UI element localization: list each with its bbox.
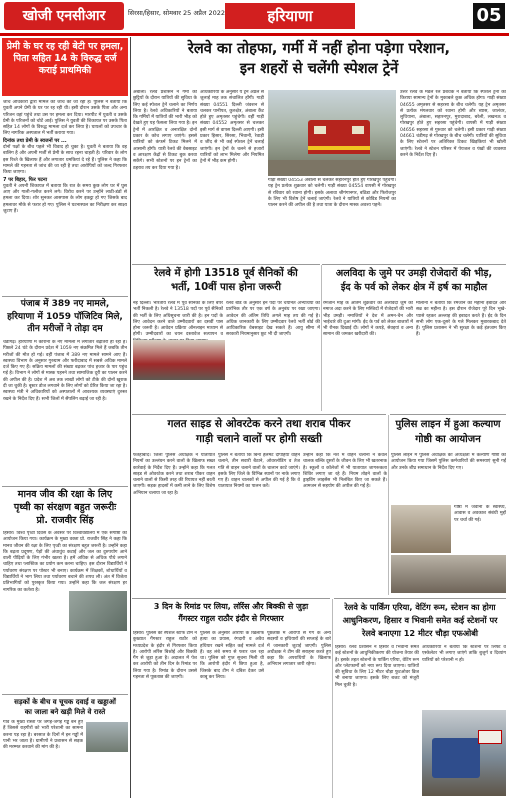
traffic-body-1: फतेहाबाद। जिला पुलिस अधीक्षक ने यातायात नियमों का उल्लंघन करने वालों के खिलाफ सख्त कार्रवाई के निर्देश दिए हैं। उन्होंने कहा कि गलत साइड से ओवरटेक करने तथा शराब पीकर वाहन चलाने वालों से किसी तरह की रियायत नहीं बरती जाएगी। सड़क हादसों में कमी लाने के लिए विशेष अभियान चलाया जा रहा है। [133, 453, 215, 496]
bottom-left-headline-line-2: का जाला बने खड़ी मिले वे रास्ते [24, 708, 106, 716]
gangster-headline-line-2: गैंगस्टर राहुल राठौर इंदौर से गिरफ्तार [178, 614, 284, 623]
left-top-body: जांच अधिकारी द्वारा मामले की जांच की जा रही है। पुलिस ने बताया कि युवती अपने प्रेमी के घर पर रह रही थी। इसी दौरान उसके पिता और अन्य परिजन वहां पहुंचे तथा उस पर हमला कर दिया। मारपीट में युवती व उसके प्रेमी के परिजनों को चोटें आईं। पुलिस ने युवती की शिकायत पर उसके पिता सहित 14 लोगों के विरुद्ध मामला दर्ज कर लिया है। घायलों को उपचार के लिए नागरिक अस्पताल में भर्ती कराया गया। दिनांक तथा प्रेमी के स्वजनों पर ... दोनों पक्षों के बीच पहले भी विवाद हो चुका है। युवती ने बताया कि वह बालिग है और अपनी मर्जी से प्रेमी के साथ रहना चाहती है। परिवार के लोग इस रिश्ते के खिलाफ हैं और लगातार धमकियां दे रहे हैं। पुलिस ने कहा कि मामले की गहनता से जांच की जा रही है तथा आरोपियों को जल्द गिरफ्तार किया जाएगा। 7 पर बिहार, फिर पटना युवती ने अपनी शिकायत में बताया कि रात के समय कुछ लोग घर में घुस आए और गाली-गलौज करने लगे। विरोध करने पर उन्होंने लाठी-डंडों से हमला कर दिया। शोर सुनकर आसपास के लोग इकट्ठा हो गए जिसके बाद हमलावर मौके से फरार हो गए। पुलिस ने घटनास्थल का निरीक्षण कर साक्ष्य जुटाए हैं। [3, 100, 127, 215]
traffic-headline-line-1: गलत साइड से ओवरटेक करने तथा शराब पीकर [167, 418, 351, 430]
left-top-headline: प्रेमी के घर रह रही बेटी पर हमला, पिता सहित 14 के विरुद्ध दर्ज कराई प्राथमिकी [6, 41, 124, 76]
gangster-headline-box [132, 598, 330, 629]
police-line-headline-box [390, 414, 506, 451]
station-headline-box [334, 598, 506, 643]
covid-headline-line-2: हरियाणा में 1059 पॉजिटिव मिले, [7, 311, 123, 322]
road-photo [86, 722, 128, 752]
main-headline-box [132, 37, 506, 87]
earth-headline-box [2, 486, 128, 529]
bottom-left-body: गांव के मुख्य रास्तों पर जगह-जगह गड्ढे बने हुए हैं जिससे राहगीरों को भारी परेशानी का सामना करना पड़ रहा है। बरसात के दिनों में इन गड्ढों में पानी भर जाता है। ग्रामीणों ने प्रशासन से सड़क की मरम्मत करवाने की मांग की है। [3, 720, 83, 751]
rail-recruit-headline-box [132, 264, 320, 299]
station-body-1: हिसार। रेलवे प्रशासन ने हिसार व भिवानी समेत कई स्टेशनों के आधुनिकीकरण की योजना तैयार की है। इसके तहत स्टेशनों के पार्किंग एरिया, वेटिंग रूम और प्लेटफार्मों को नया रूप दिया जाएगा। यात्रियों की सुविधा के लिए 12 मीटर चौड़ा फुटओवर ब्रिज भी बनाया जाएगा। इसके लिए बजट को मंजूरी मिल चुकी है। [335, 645, 419, 688]
page-number: 05 [473, 3, 505, 29]
main-body-col-1: अंबाला। रेलवे प्रशासन ने गर्मी की छुट्टियों के दौरान यात्रियों की सुविधा के लिए कई स्पेशल ट्रेनें चलाने का निर्णय लिया है। रेलवे अधिकारियों ने बताया कि गर्मियों में यात्रियों की भारी भीड़ को देखते हुए यह फैसला लिया गया है। इन ट्रेनों में आरक्षित व अनारक्षित दोनों प्रकार के कोच लगाए जाएंगे। इससे यात्रियों को कंफर्म टिकट मिलने में आसानी होगी। यात्री रेलवे की वेबसाइट व आरक्षण केंद्रों से टिकट बुक करवा सकेंगे। सभी स्टेशनों पर इन ट्रेनों का ठहराव तय कर दिया गया है। [133, 90, 197, 171]
station-headline-line-1: रेलवे के पार्किंग एरिया, वेटिंग रूम, स्टेशन का होगा [344, 602, 496, 612]
traffic-body-3: उन्होंने कहा कि नशे में वाहन चलाना न केवल चालक बल्कि दूसरों के जीवन के लिए भी खतरनाक है। स्कूलों व कॉलेजों में भी यातायात जागरूकता शिविर लगाए जा रहे हैं। नियम तोड़ने वालों के ड्राइविंग लाइसेंस भी निलंबित किए जा सकते हैं। आमजन से सहयोग की अपील की गई है। [303, 453, 387, 490]
left-top-subhead: दिनांक तथा प्रेमी के स्वजनों पर ... [3, 137, 67, 144]
edition-meta: सिरसा/हिसार, सोमवार 25 अप्रैल 2022 [128, 9, 226, 17]
rail-recruit-body-2: रेलवे बोर्ड के अनुसार इन पदों पर चयनित अभ्यर्थियों को प्रारंभिक तौर पर एक वर्ष के अनुबंध पर रखा जाएगा। आवेदन की अंतिम तिथि अगले माह तय की गई है। अधिक जानकारी के लिए उम्मीदवार रेलवे भर्ती बोर्ड की आधिकारिक वेबसाइट देख सकते हैं। आयु सीमा में सरकारी नियमानुसार छूट भी दी जाएगी। [226, 301, 320, 338]
station-photo [422, 710, 506, 796]
column-rule-2 [321, 265, 322, 411]
main-body-col-2: अधिकारियों के अनुसार ये ट्रेनें अप्रैल से जुलाई माह तक संचालित होंगी। गाड़ी संख्या 04551 दिल्ली जंक्शन से चलकर पानीपत, कुरुक्षेत्र, अंबाला कैंट होते हुए अमृतसर पहुंचेगी। वहीं गाड़ी संख्या 04552 अमृतसर से चलकर इसी मार्ग से वापस दिल्ली आएगी। इसी प्रकार हिसार, सिरसा, भिवानी, रेवाड़ी व जींद से भी कई स्पेशल ट्रेनें चलाई जाएंगी। इन ट्रेनों के चलने से हजारों यात्रियों को लाभ मिलेगा और नियमित ट्रेनों में भीड़ कम होगी। [200, 90, 264, 165]
police-line-body-2: गोष्ठी में जवानों के स्वास्थ्य, आवास व अवकाश संबंधी मुद्दों पर चर्चा की गई। [454, 505, 506, 523]
eid-body-1: रमजान माह के अंतिम शुक्रवार को अलविदा जुमे की नमाज अदा करने के लिए मस्जिदों में रोजेदारों की भारी भीड़ उमड़ी। नमाजियों ने देश में अमन-चैन और भाईचारे की दुआ मांगी। ईद के पर्व को लेकर बाजारों में भी रौनक दिखाई दी। लोगों ने कपड़े, सेवइयां व अन्य सामान की जमकर खरीदारी की। [323, 301, 413, 338]
rail-recruit-headline-line-1: रेलवे में होगी 13518 पूर्व सैनिकों की [154, 268, 298, 279]
section-title: हरियाणा [225, 3, 355, 29]
brand-logo [4, 2, 124, 30]
brand-name: खोजी एनसीआर [22, 8, 106, 24]
eid-headline-box [322, 264, 506, 299]
bottom-left-headline-box [2, 694, 128, 719]
police-line-body-1: पुलिस लाइन में पुलिस अधीक्षक की अध्यक्षता में कल्याण गोष्ठी का आयोजन किया गया जिसमें पुलिस कर्मचारियों की समस्याएं सुनी गईं और उनके शीघ्र समाधान के निर्देश दिए गए। [391, 453, 506, 471]
speaker-photo [69, 591, 127, 631]
column-rule-1 [130, 37, 131, 798]
traffic-headline-line-2: गाड़ी चलाने वालों पर होगी सख्ती [196, 433, 322, 445]
covid-headline-line-3: तीन मरीजों ने तोड़ा दम [27, 324, 103, 334]
column-rule-3 [388, 415, 389, 595]
covid-headline-line-1: पंजाब में 389 नए मामले, [20, 299, 110, 309]
main-headline-line-1: रेलवे का तोहफा, गर्मी में नहीं होना पड़ेगा परेशान, [187, 40, 451, 57]
left-top-subhead-2: 7 पर बिहार, फिर पटना [3, 176, 47, 183]
eid-body-2: मौलाना ने बताया कि रमजान का महीना इबादत और सब्र का महीना है। इस दौरान रोजेदार पूरे दिन भूखे-प्यासे रहकर अल्लाह की इबादत करते हैं। ईद के दिन सभी लोग एक-दूसरे के गले मिलकर मुबारकबाद देते हैं। पुलिस प्रशासन ने भी सुरक्षा के कड़े इंतजाम किए हैं। [416, 301, 506, 338]
earth-headline-line-1: मानव जीव की रक्षा के लिए [17, 489, 113, 500]
station-headline-line-3: रेलवे बनाएगा 12 मीटर चौड़ा एफओबी [361, 628, 479, 638]
gangster-body-2: पुलिस के अनुसार आरोपी के खिलाफ हत्या का प्रयास, रंगदारी व अवैध हथियार रखने सहित कई मामले दर्ज हैं। वह लंबे समय से फरार चल रहा था। पुलिस को गुप्त सूचना मिली थी कि आरोपी इंदौर में छिपा हुआ है, जिसके बाद टीम ने दबिश देकर उसे काबू कर लिया। [200, 631, 264, 681]
covid-body: चंडीगढ़। हरियाणा में कोरोना के नए मामलों में लगातार बढ़ोतरी हो रही है। पिछले 24 घंटे के दौरान प्रदेश में 1059 नए संक्रमित मिले हैं जबकि तीन मरीजों की मौत हो गई। वहीं पंजाब में 389 नए मामले सामने आए हैं। स्वास्थ्य विभाग के अनुसार गुरुग्राम और फरीदाबाद में सबसे अधिक मामले दर्ज किए गए हैं। सक्रिय मामलों की संख्या बढ़कर पांच हजार के पार पहुंच गई है। विभाग ने लोगों से मास्क पहनने तथा सामाजिक दूरी का पालन करने की अपील की है। प्रदेश में अब तक लाखों लोगों को टीके की दोनों खुराक दी जा चुकी है। बूस्टर डोज लगवाने के लिए लोगों को प्रेरित किया जा रहा है। स्वास्थ्य मंत्री ने अधिकारियों को अस्पतालों में आवश्यक व्यवस्थाएं दुरुस्त रखने के निर्देश दिए हैं। सभी जिलों में सैंपलिंग बढ़ाई जा रही है। [3, 340, 127, 402]
bottom-left-headline-line-1: सड़कों के बीच व चूचक दवाई व खड्डाओं [14, 698, 116, 706]
traffic-headline-box [132, 414, 386, 451]
station-body-2: अधिकारियों ने बताया कि स्टेशनों पर लिफ्ट व एस्केलेटर भी लगाए जाएंगे ताकि बुजुर्ग व दिव्यांग यात्रियों को परेशानी न हो। [422, 645, 506, 663]
earth-headline-line-2: पृथ्वी का संरक्षण बहुत जरूरीः [13, 502, 117, 513]
rail-recruit-photo [133, 340, 225, 380]
police-line-headline-line-1: पुलिस लाइन में हुआ कल्याण [395, 419, 501, 430]
traffic-body-2: पुलिस ने बताया कि बिना हेलमेट दोपहिया वाहन चलाने, तीन सवारी बैठाने, ओवरलोडिंग व तेज गति से वाहन चलाने वालों के चालान काटे जाएंगे। इसके लिए जिले के विभिन्न स्थानों पर नाके लगाए गए हैं। वाहन चालकों से अपील की गई है कि वे यातायात नियमों का पालन करें। [218, 453, 300, 490]
gangster-body-3: पूछताछ में आरोपी से गैंग के अन्य सदस्यों व हथियारों की सप्लाई के बारे में जानकारी जुटाई जाएगी। पुलिस अधीक्षक ने टीम की सराहना करते हुए कहा कि अपराधियों के खिलाफ अभियान लगातार जारी रहेगा। [267, 631, 331, 668]
earth-headline-line-3: प्रो. राजवीर सिंह [36, 515, 94, 526]
station-headline-line-2: आधुनिकरण, हिसार व भिवानी समेत कई स्टेशनों पर [342, 615, 498, 625]
police-group-photo [391, 555, 506, 593]
main-body-col-3: गाड़ी संख्या 04553 अंबाला से चलकर सहारनपुर होते हुए गोरखपुर पहुंचेगी। यह ट्रेन प्रत्येक शुक्रवार को चलेगी। गाड़ी संख्या 04554 वापसी में गोरखपुर से रविवार को रवाना होगी। इसके अलावा श्रीगंगानगर, बठिंडा और फिरोजपुर के लिए भी विशेष ट्रेनें चलाई जाएंगी। रेलवे ने यात्रियों से कोविड नियमों का पालन करने की अपील की है तथा यात्रा के दौरान मास्क अवश्य पहनें। [268, 178, 396, 209]
rail-recruit-headline-line-2: भर्ती, 10वीं पास होना जरूरी [170, 282, 282, 293]
main-body-col-4: उत्तर रेलवे के मंडल रेल प्रबंधक ने बताया कि स्पेशल ट्रेनों का किराया सामान्य ट्रेनों के मुकाबले कुछ अधिक होगा। गाड़ी संख्या 04655 अमृतसर से सहरसा के बीच चलेगी। यह ट्रेन अमृतसर से प्रत्येक मंगलवार को रवाना होगी और ब्यास, जालंधर, लुधियाना, अंबाला, सहारनपुर, मुरादाबाद, बरेली, लखनऊ व गोरखपुर होते हुए सहरसा पहुंचेगी। वापसी में गाड़ी संख्या 04656 सहरसा से गुरुवार को चलेगी। इसी प्रकार गाड़ी संख्या 04661 चंडीगढ़ से गोरखपुर के बीच चलेगी। यात्रियों की सुविधा के लिए स्टेशनों पर अतिरिक्त टिकट खिड़कियां भी खोली जाएंगी। रेलवे ने स्टेशन परिसर में पेयजल व पंखों की व्यवस्था करने के निर्देश दिए हैं। [400, 90, 506, 158]
left-top-headline-box [2, 38, 128, 96]
main-headline-line-2: इन शहरों से चलेंगी स्पेशल ट्रेनें [239, 60, 399, 77]
earth-body: हिसार। विश्व पृथ्वी दिवस के अवसर पर विश्वविद्यालय में एक संगोष्ठी का आयोजन किया गया। कार्यक्रम के मुख्य वक्ता प्रो. राजवीर सिंह ने कहा कि मानव जीवन की रक्षा के लिए पृथ्वी का संरक्षण बहुत जरूरी है। उन्होंने कहा कि बढ़ता प्रदूषण, पेड़ों की अंधाधुंध कटाई और जल का दुरुपयोग आने वाली पीढ़ियों के लिए गंभीर खतरा है। हमें अधिक से अधिक पौधे लगाने चाहिए तथा प्लास्टिक का प्रयोग कम करना चाहिए। इस दौरान विद्यार्थियों ने पर्यावरण संरक्षण पर पोस्टर भी बनाए। कार्यक्रम में शिक्षकों, शोधार्थियों व विद्यार्थियों ने भाग लिया तथा पर्यावरण बचाने की शपथ ली। अंत में विजेता प्रतिभागियों को पुरस्कृत किया गया। उन्होंने कहा कि जल संरक्षण हर नागरिक का कर्तव्य है। [3, 531, 127, 691]
train-photo [268, 90, 396, 176]
eid-headline-line-1: अलविदा के जुमे पर उमड़ी रोजेदारों की भीड़, [335, 268, 493, 279]
gangster-headline-line-1: 3 दिन के रिमांड पर लिया, लॉरेंस और बिक्की से जुड़ा [153, 602, 309, 611]
police-meeting-photo [391, 505, 451, 553]
masthead [0, 0, 509, 36]
column-rule-4 [332, 599, 333, 798]
eid-headline-line-2: ईद के पर्व को लेकर क्षेत्र में हर्ष का माहौल [340, 282, 488, 293]
rail-recruit-body-1: नई दिल्ली। भारतीय रेलवे में पूर्व सैनिकों के लिए बंपर भर्ती निकली है। रेलवे ने 13518 पदों पर पूर्व सैनिकों की भर्ती के लिए अधिसूचना जारी की है। इन पदों के लिए आवेदन करने वाले उम्मीदवारों का दसवीं पास होना जरूरी है। आवेदन प्रक्रिया ऑनलाइन माध्यम से होगी। उम्मीदवारों का चयन दस्तावेज सत्यापन व [133, 301, 223, 338]
gangster-body-1: हिसार। पुलिस की स्पेशल स्टाफ टीम ने कुख्यात गैंगस्टर राहुल राठौर को मध्यप्रदेश के इंदौर से गिरफ्तार किया है। आरोपी लॉरेंस बिश्नोई और बिक्की गैंग से जुड़ा हुआ है। अदालत में पेश कर आरोपी को तीन दिन के रिमांड पर लिया गया है। रिमांड के दौरान उससे गहनता से पूछताछ की जाएगी। [133, 631, 197, 681]
covid-headline-box [2, 296, 128, 337]
police-line-headline-line-2: गोष्ठी का आयोजन [415, 434, 481, 445]
